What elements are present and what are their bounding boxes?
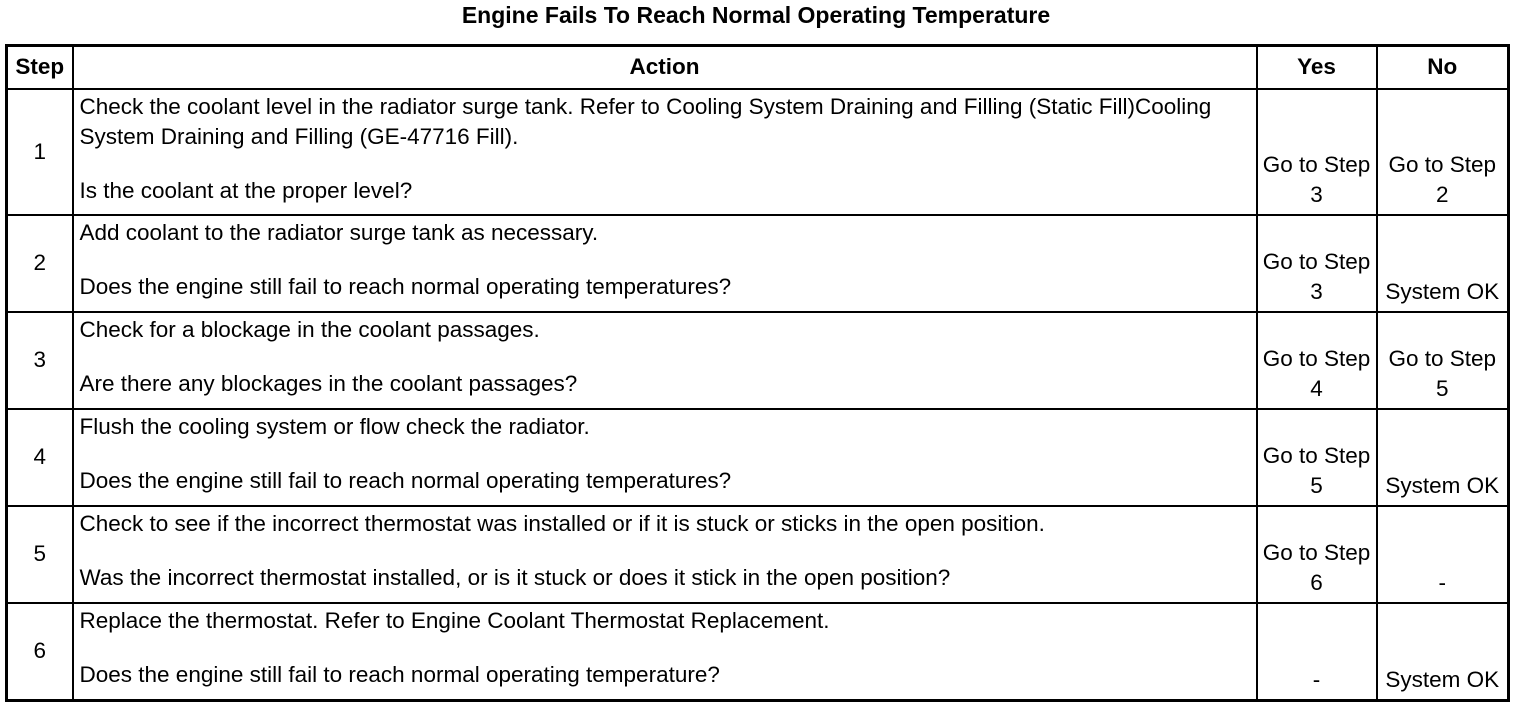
action-text: Add coolant to the radiator surge tank as necessary. [79,219,599,245]
yes-result: Go to Step 6 [1257,506,1377,603]
action-cell [73,89,1257,215]
no-result: System OK [1377,409,1509,506]
table-row [7,215,1509,312]
diagnostic-table [5,44,1510,702]
table-row [7,603,1509,701]
yes-result: Go to Step 3 [1257,89,1377,215]
yes-result: - [1257,603,1377,701]
action-cell [73,409,1257,506]
step-number: 5 [7,506,73,603]
yes-result: Go to Step 5 [1257,409,1377,506]
page-title: Engine Fails To Reach Normal Operating Temperature [461,2,1051,28]
action-cell [73,215,1257,312]
action-question: Is the coolant at the proper level? [79,177,413,203]
no-result: System OK [1377,215,1509,312]
header-yes: Yes [1257,46,1377,89]
step-number: 4 [7,409,73,506]
header-no: No [1377,46,1509,89]
yes-result: Go to Step 3 [1257,215,1377,312]
no-result: - [1377,506,1509,603]
step-number: 6 [7,603,73,701]
action-text: Check for a blockage in the coolant passages. [79,316,540,342]
no-result: Go to Step 2 [1377,89,1509,215]
table-row [7,409,1509,506]
action-cell [73,506,1257,603]
action-question: Does the engine still fail to reach normal operating temperatures? [79,273,732,299]
step-number: 3 [7,312,73,409]
action-cell [73,312,1257,409]
action-text: Check to see if the incorrect thermostat was installed or if it is stuck or sticks in the open position. [79,510,1045,536]
step-number: 1 [7,89,73,215]
action-question: Are there any blockages in the coolant passages? [79,370,578,396]
no-result: Go to Step 5 [1377,312,1509,409]
table-row [7,312,1509,409]
action-question: Does the engine still fail to reach normal operating temperature? [79,661,720,687]
table-row [7,89,1509,215]
action-question: Was the incorrect thermostat installed, or is it stuck or does it stick in the open position? [79,564,951,590]
no-result: System OK [1377,603,1509,701]
action-cell [73,603,1257,701]
table-header-row [7,46,1509,89]
header-step: Step [7,46,73,89]
table-row [7,506,1509,603]
action-text: Check the coolant level in the radiator surge tank. Refer to Cooling System Draining and Filling (Static Fill)Cooling System Draining and Filling (GE-47716 Fill). [79,93,1212,149]
action-text: Flush the cooling system or flow check the radiator. [79,413,590,439]
yes-result: Go to Step 4 [1257,312,1377,409]
action-text: Replace the thermostat. Refer to Engine Coolant Thermostat Replacement. [79,607,830,633]
step-number: 2 [7,215,73,312]
action-question: Does the engine still fail to reach normal operating temperatures? [79,467,732,493]
header-action: Action [73,46,1257,89]
